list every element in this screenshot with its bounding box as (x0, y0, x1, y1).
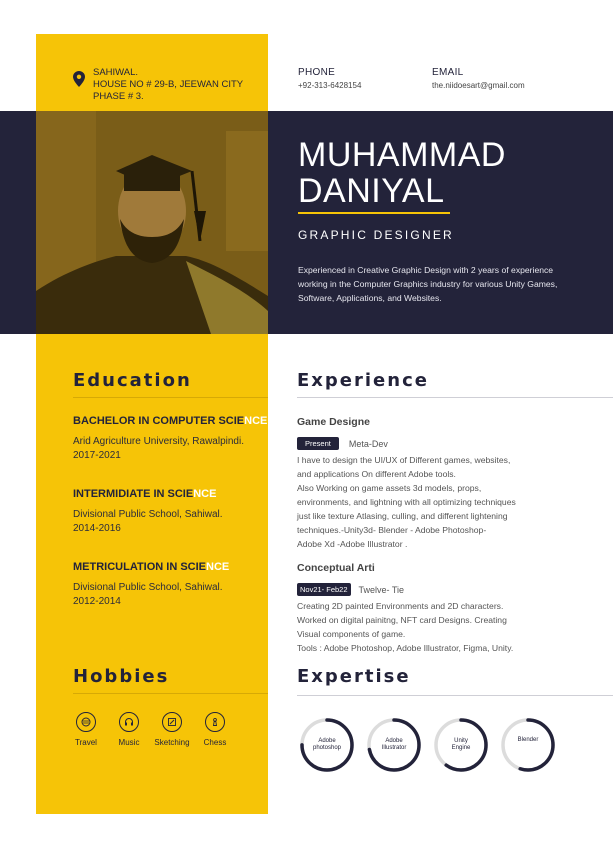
hobby-item (107, 712, 151, 747)
phone-value: +92-313-6428154 (298, 81, 362, 90)
job-description: Creating 2D painted Environments and 2D characters. Worked on digital painitng, NFT card Designs. Creating Visual components of game. Tools : Adobe Photoshop, Adobe Illustrator, Figma, Unity. (297, 601, 514, 653)
address-line: PHASE # 3. (93, 91, 144, 102)
first-name: MUHAMMAD (298, 136, 506, 174)
company-name: Meta-Dev (348, 438, 388, 449)
hobby-label: Music (118, 738, 140, 747)
experience-heading: Experience (297, 370, 429, 391)
phone-label: PHONE (298, 67, 336, 78)
date-badge: Present (297, 437, 339, 450)
experience-item (297, 562, 559, 655)
company-name: Twelve- Tie (358, 584, 405, 595)
last-name: DANIYAL (298, 172, 445, 210)
profile-summary: Experienced in Creative Graphic Design with 2 years of experience working in the Computer Graphics industry for various Unity Games, Software, Applications, and Websites. (298, 265, 558, 303)
date-badge: Nov21- Feb22 (297, 583, 351, 596)
years: 2014-2016 (73, 523, 121, 534)
degree-title: METRICULATION IN SCIENCE (73, 561, 230, 573)
skill-gauge (299, 717, 355, 773)
name-underline (298, 212, 450, 214)
job-description: I have to design the UI/UX of Different games, websites, and applications On different Adobe tools. Also Working on game assets 3d models, props, environments, and lightning with all optimizing techniques just like texture Atlasing, culling, and different lightening techniques.-Unity3d- Blender - Adobe Photoshop- Adobe Xd -Adobe Illustrator . (297, 455, 516, 549)
education-item (73, 561, 273, 609)
hobby-item (150, 712, 194, 747)
skill-label: Adobe Illustrator (381, 738, 407, 751)
chess-icon (205, 712, 225, 732)
sketch-icon (162, 712, 182, 732)
hobby-label: Travel (75, 738, 97, 747)
education-item (73, 488, 273, 536)
profile-photo (36, 111, 268, 334)
experience-item (297, 416, 559, 551)
hobbies-divider (73, 693, 268, 694)
experience-divider (297, 397, 613, 398)
school-name: Divisional Public School, Sahiwal. (73, 509, 223, 520)
years: 2012-2014 (73, 596, 121, 607)
hobby-label: Sketching (154, 738, 190, 747)
degree-title: BACHELOR IN COMPUTER SCIENCE (73, 415, 268, 427)
school-name: Arid Agriculture University, Rawalpindi. (73, 436, 244, 447)
job-title: GRAPHIC DESIGNER (298, 228, 454, 242)
hobbies-heading: Hobbies (73, 666, 170, 687)
address (93, 67, 263, 103)
position-title: Game Designe (297, 416, 370, 428)
email-value: the.niidoesart@gmail.com (432, 81, 525, 90)
skill-gauge (366, 717, 422, 773)
skill-label: Adobe photoshop (312, 738, 342, 751)
address-line: SAHIWAL. (93, 67, 139, 78)
expertise-divider (297, 695, 613, 696)
skill-gauge (500, 717, 556, 773)
skill-gauge (433, 717, 489, 773)
skill-label: Blender (517, 737, 539, 743)
education-divider (73, 397, 268, 398)
hobby-item (193, 712, 237, 747)
travel-icon (76, 712, 96, 732)
education-heading: Education (73, 370, 192, 391)
school-name: Divisional Public School, Sahiwal. (73, 582, 223, 593)
headphones-icon (119, 712, 139, 732)
full-name (298, 137, 598, 209)
location-pin-icon (73, 71, 85, 87)
years: 2017-2021 (73, 450, 121, 461)
hobby-item (64, 712, 108, 747)
position-title: Conceptual Arti (297, 562, 375, 574)
expertise-heading: Expertise (297, 666, 411, 687)
hobby-label: Chess (203, 738, 227, 747)
address-line: HOUSE NO # 29-B, JEEWAN CITY (93, 79, 244, 90)
degree-title: INTERMIDIATE IN SCIENCE (73, 488, 217, 500)
education-item (73, 415, 273, 463)
email-label: EMAIL (432, 67, 464, 78)
skill-label: Unity Engine (451, 738, 471, 751)
